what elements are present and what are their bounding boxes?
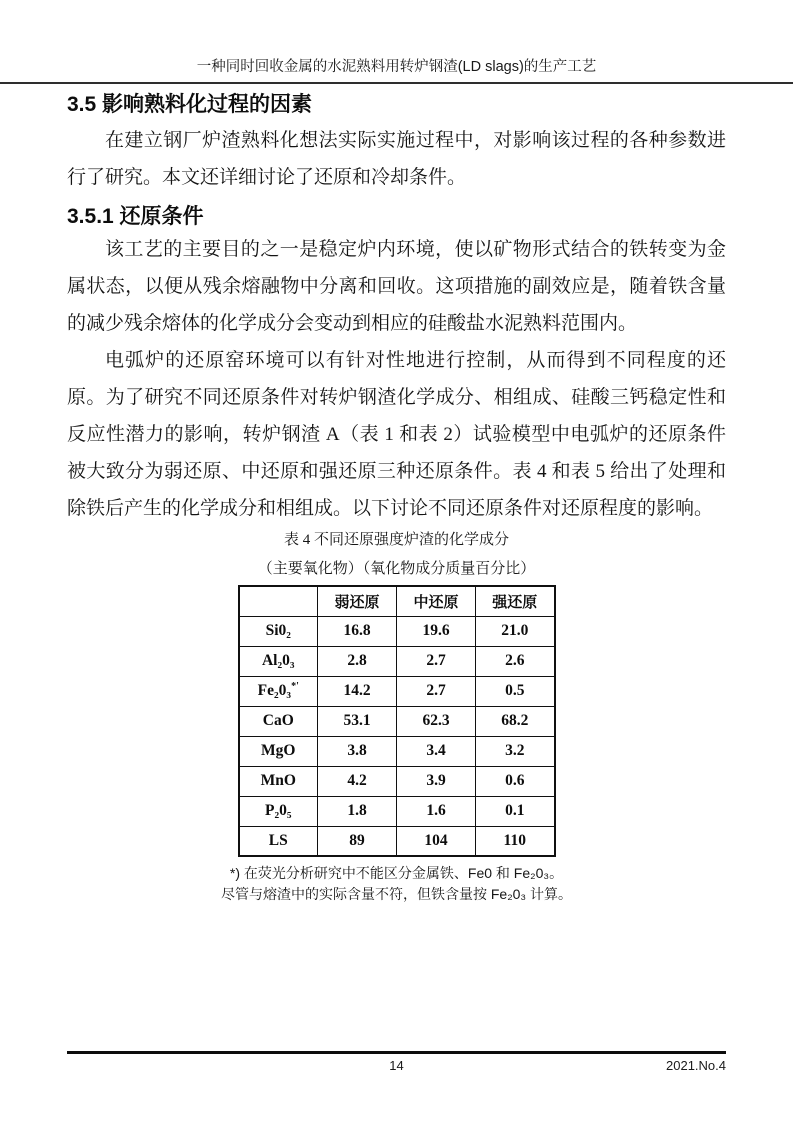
paragraph-3-5-1-a: 该工艺的主要目的之一是稳定炉内环境，使以矿物形式结合的铁转变为金属状态，以便从残余熔融物中分离和回收。这项措施的副效应是，随着铁含量的减少残余熔体的化学成分会变动到相应的硅酸盐水泥熟料范围内。 [67,239,726,334]
page-content [67,92,726,905]
table-row-fe2o3 [239,676,555,706]
table-corner-cell [239,586,318,616]
table-cell: 2.7 [397,676,476,706]
table-cell: 3.9 [397,766,476,796]
table-cell: 2.8 [318,646,397,676]
table-cell: 3.2 [476,736,555,766]
footnote-marker: *' [291,681,299,693]
table-cell: 3.4 [397,736,476,766]
table-cell: 89 [318,826,397,856]
row-label [239,796,318,826]
row-label [239,736,318,766]
formula-text: Al₂0₃ [261,652,295,670]
table-cell: 0.5 [476,676,555,706]
section-heading-3-5-1: 3.5.1 还原条件 [67,205,204,228]
table-cell: 62.3 [397,706,476,736]
running-header-title: 一种同时回收金属的水泥熟料用转炉钢渣(LD slags)的生产工艺 [196,59,597,75]
table-cell: 4.2 [318,766,397,796]
table-cell: 16.8 [318,616,397,646]
table-cell: 21.0 [476,616,555,646]
section-heading-3-5: 3.5 影响熟料化过程的因素 [67,93,313,116]
header-rule [0,82,793,84]
formula-text: MgO [261,742,296,760]
table4-footnote-line1: *) 在荧光分析研究中不能区分金属铁、Fe0 和 Fe₂0₃。 [229,865,564,881]
page-number: 14 [389,1058,404,1073]
table-row-mgo [239,736,555,766]
row-label [239,826,318,856]
table-row-mno [239,766,555,796]
formula-text: P₂0₅ [264,802,292,820]
table-row-cao [239,706,555,736]
table-cell: 0.6 [476,766,555,796]
col-header-strong-reduction: 强还原 [476,586,555,616]
table-row-ls [239,826,555,856]
paragraph-3-5-1-b: 电弧炉的还原窑环境可以有针对性地进行控制，从而得到不同程度的还原。为了研究不同还原条件对转炉钢渣化学成分、相组成、硅酸三钙稳定性和反应性潜力的影响，转炉钢渣 A（表 1 和表 2）试验模型中电弧炉的还原条件被大致分为弱还原、中还原和强还原三种还原条件。表 4 和表 5 给出了处理和除铁后产生的化学成分和相组成。以下讨论不同还原条件对还原程度的影响。 [67,350,726,519]
table-cell: 53.1 [318,706,397,736]
table-cell: 3.8 [318,736,397,766]
table-cell: 68.2 [476,706,555,736]
row-label [239,676,318,706]
table4 [238,585,556,857]
table4-caption-line2: （主要氧化物）（氧化物成分质量百分比） [257,561,536,577]
formula-text: CaO [262,712,294,730]
table-cell: 2.7 [397,646,476,676]
page-footer [67,1051,726,1074]
col-header-medium-reduction: 中还原 [397,586,476,616]
table-cell: 1.6 [397,796,476,826]
row-label [239,706,318,736]
footer-rule [67,1051,726,1054]
table-cell: 14.2 [318,676,397,706]
formula-text: LS [268,832,288,850]
table4-footnote-line2: 尽管与熔渣中的实际含量不符，但铁含量按 Fe₂0₃ 计算。 [220,886,573,902]
table-cell: 104 [397,826,476,856]
table-cell: 110 [476,826,555,856]
row-label [239,646,318,676]
row-label [239,616,318,646]
table-row-sio2 [239,616,555,646]
table-cell: 0.1 [476,796,555,826]
issue-label: 2021.No.4 [666,1058,726,1073]
formula-text: Si0₂ [265,622,291,640]
table-cell: 2.6 [476,646,555,676]
row-label [239,766,318,796]
table-cell: 1.8 [318,796,397,826]
paragraph-3-5: 在建立钢厂炉渣熟料化想法实际实施过程中，对影响该过程的各种参数进行了研究。本文还详细讨论了还原和冷却条件。 [67,130,726,188]
table-row-p2o5 [239,796,555,826]
page-header [0,0,793,84]
col-header-weak-reduction: 弱还原 [318,586,397,616]
table-header-row [239,586,555,616]
footer-row [67,1058,726,1074]
formula-text: Fe₂0₃ [257,682,292,700]
table4-caption-line1: 表 4 不同还原强度炉渣的化学成分 [283,532,509,548]
formula-text: MnO [260,772,296,790]
table-cell: 19.6 [397,616,476,646]
table-row-al2o3 [239,646,555,676]
